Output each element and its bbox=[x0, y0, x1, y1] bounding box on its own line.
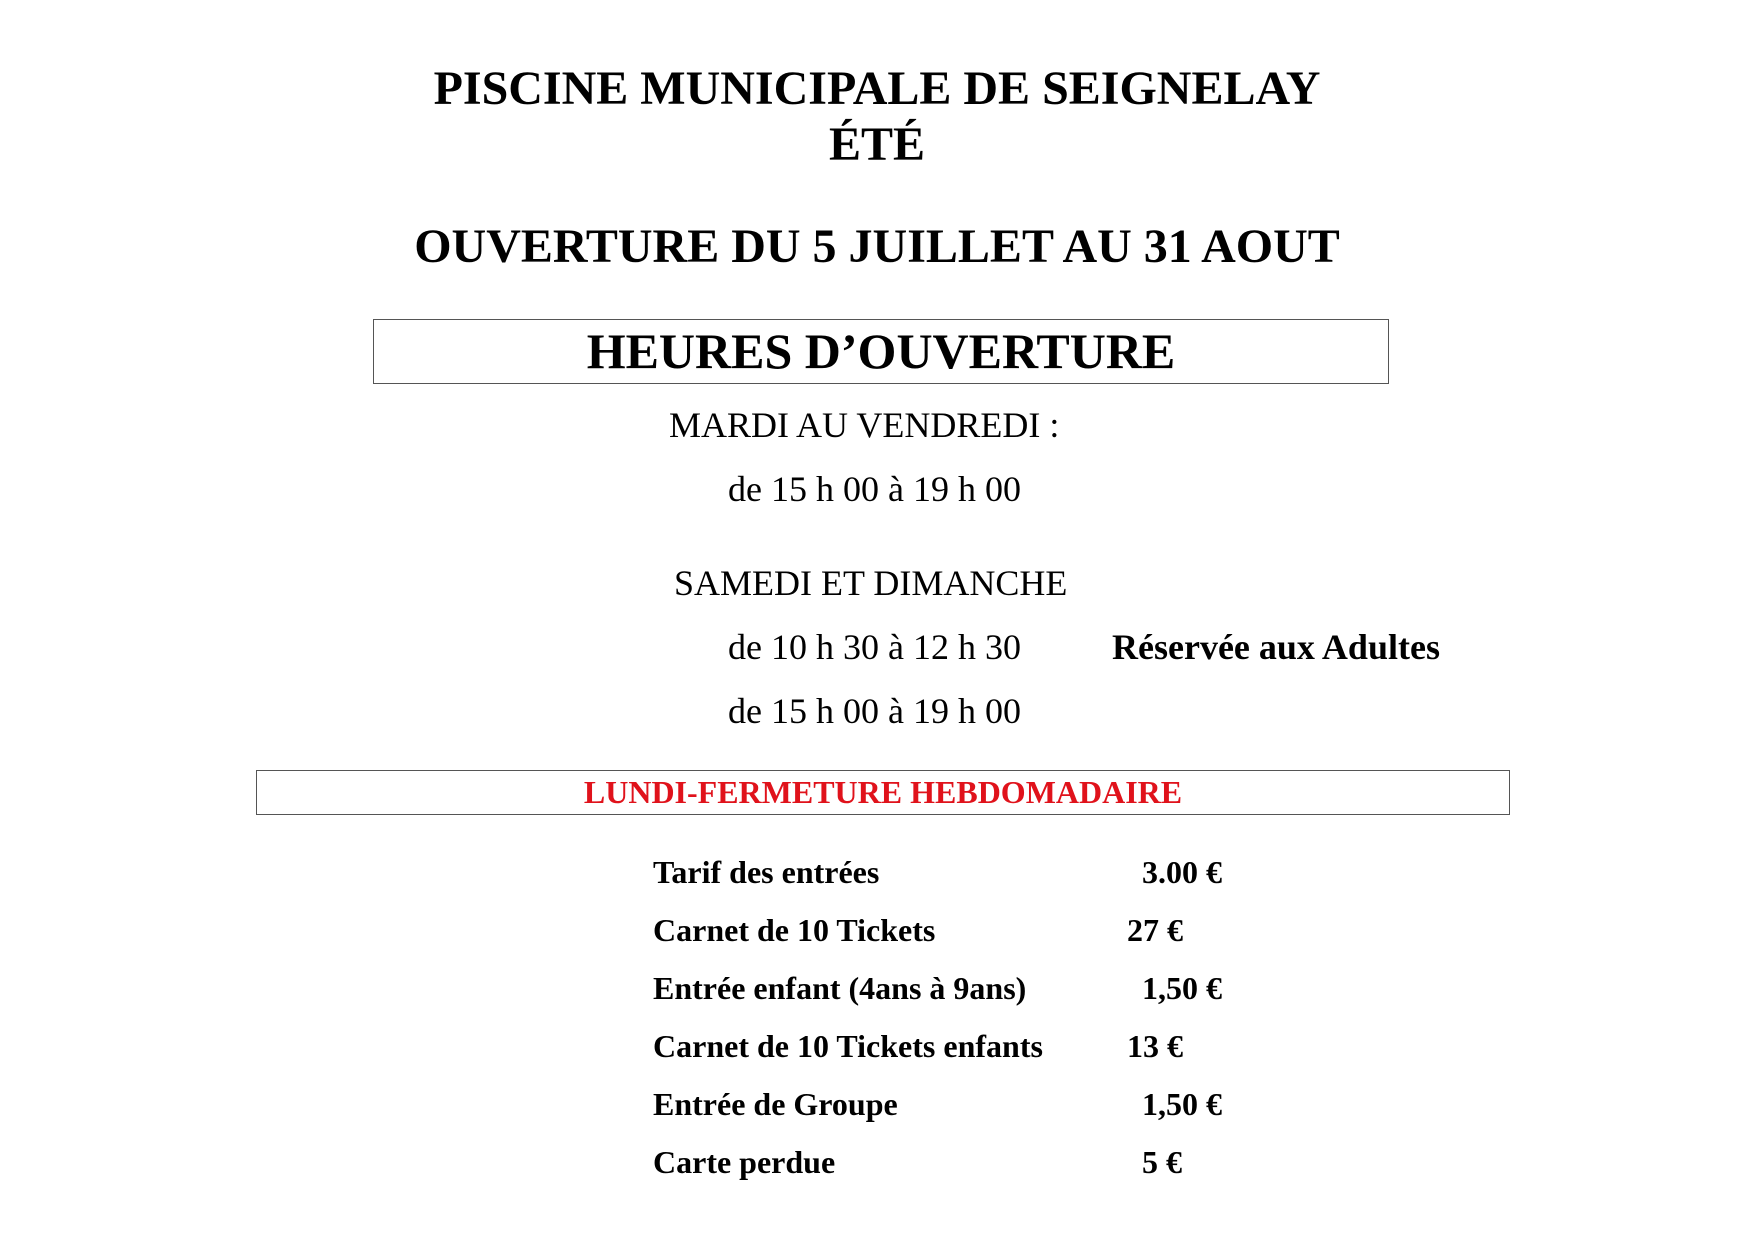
weekend-morning-time: de 10 h 30 à 12 h 30 bbox=[728, 627, 1021, 667]
adults-only-note: Réservée aux Adultes bbox=[1112, 627, 1440, 667]
opening-hours-heading: HEURES D’OUVERTURE bbox=[373, 319, 1389, 384]
tariff-price: 1,50 € bbox=[1142, 970, 1222, 1006]
weekdays-time: de 15 h 00 à 19 h 00 bbox=[728, 469, 1021, 509]
tariff-label: Entrée de Groupe bbox=[653, 1086, 898, 1122]
tariff-label: Carte perdue bbox=[653, 1144, 836, 1180]
tariff-price: 13 € bbox=[1127, 1028, 1183, 1064]
tariff-price: 1,50 € bbox=[1142, 1086, 1222, 1122]
tariff-price: 3.00 € bbox=[1142, 854, 1222, 890]
tariff-label: Carnet de 10 Tickets bbox=[653, 912, 936, 948]
tariff-label: Carnet de 10 Tickets enfants bbox=[653, 1028, 1043, 1064]
tariff-price: 27 € bbox=[1127, 912, 1183, 948]
tariff-label: Tarif des entrées bbox=[653, 854, 880, 890]
season-title: ÉTÉ bbox=[828, 118, 926, 171]
tariff-label: Entrée enfant (4ans à 9ans) bbox=[653, 970, 1027, 1006]
weekdays-label: MARDI AU VENDREDI : bbox=[669, 405, 1060, 445]
weekend-afternoon-time: de 15 h 00 à 19 h 00 bbox=[728, 691, 1021, 731]
weekly-closing-notice: LUNDI-FERMETURE HEBDOMADAIRE bbox=[256, 770, 1510, 815]
weekend-label: SAMEDI ET DIMANCHE bbox=[674, 563, 1068, 603]
page-title: PISCINE MUNICIPALE DE SEIGNELAY bbox=[433, 62, 1321, 115]
opening-period: OUVERTURE DU 5 JUILLET AU 31 AOUT bbox=[414, 220, 1340, 273]
tariff-price: 5 € bbox=[1142, 1144, 1182, 1180]
